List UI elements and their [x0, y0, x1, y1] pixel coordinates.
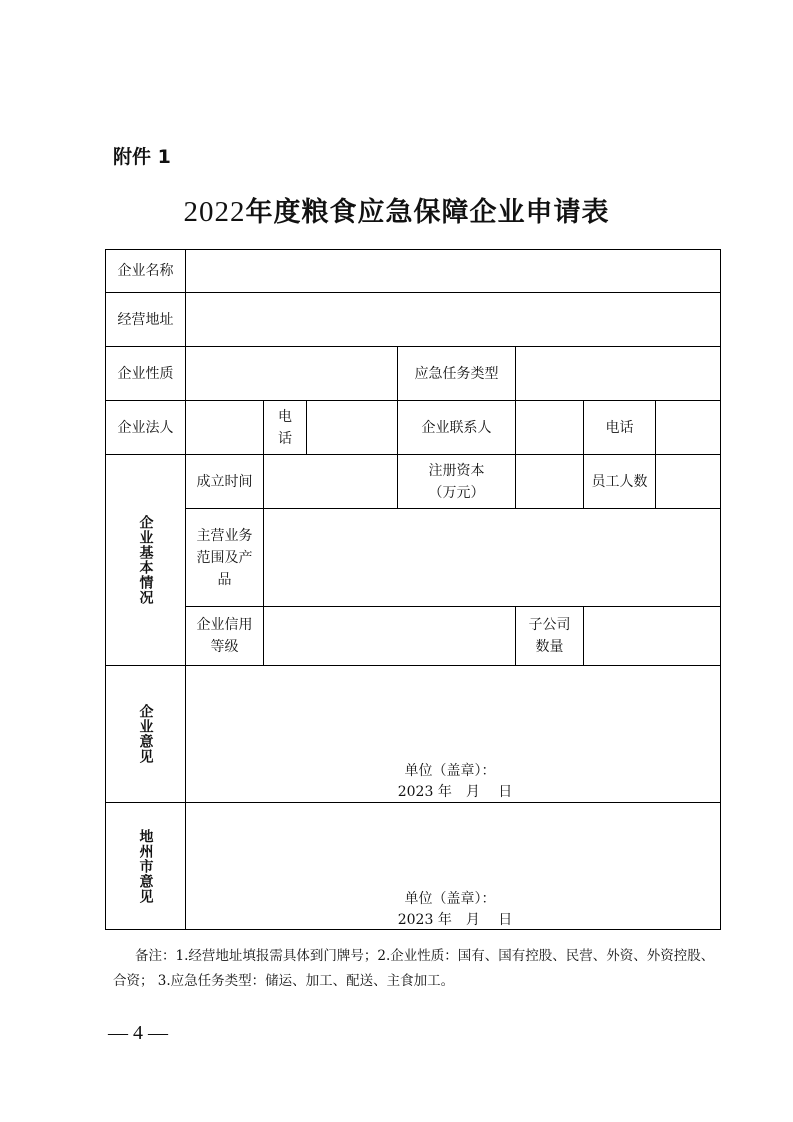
- subsidiaries-field[interactable]: [584, 607, 720, 665]
- subsidiaries-label: [516, 607, 583, 665]
- credit-field[interactable]: [264, 607, 515, 665]
- label-line: 主营业务: [196, 527, 253, 544]
- business-scope-label: [186, 509, 263, 606]
- contact-phone-label: 电话: [605, 419, 634, 436]
- page-number: — 4 —: [108, 1022, 168, 1044]
- label-line: 品: [217, 571, 232, 588]
- company-signature-unit: 单位（盖章）：: [404, 763, 496, 779]
- attachment-label: 附件 1: [113, 146, 171, 168]
- title-text: 年度粮食应急保障企业申请表: [245, 197, 610, 228]
- label-line: 企业信用: [196, 617, 253, 633]
- label-line: （万元）: [428, 484, 485, 501]
- label-line: 范围及产: [196, 549, 253, 566]
- label-line: 数量: [535, 639, 564, 655]
- address-label: 经营地址: [117, 311, 174, 328]
- employees-field[interactable]: [656, 455, 720, 508]
- company-opinion-label: 企业意见: [137, 704, 154, 764]
- employees-label: 员工人数: [591, 473, 648, 490]
- legal-rep-phone-label: [264, 401, 306, 454]
- nature-label: 企业性质: [117, 365, 174, 382]
- label-line: 话: [278, 430, 292, 447]
- title-year: 2022: [183, 196, 246, 228]
- form-border-right: [720, 249, 721, 930]
- city-opinion-label: 地州市意见: [137, 828, 154, 904]
- capital-field[interactable]: [516, 455, 583, 508]
- founded-field[interactable]: [264, 455, 397, 508]
- label-line: 注册资本: [428, 462, 485, 479]
- company-name-field[interactable]: [186, 250, 720, 292]
- form-border-bottom: [105, 929, 720, 930]
- founded-label: 成立时间: [196, 473, 253, 490]
- basic-info-label: 企业基本情况: [137, 515, 154, 605]
- label-line: 子公司: [528, 617, 571, 633]
- contact-field[interactable]: [516, 401, 583, 454]
- contact-label: 企业联系人: [421, 419, 492, 436]
- credit-label: [186, 607, 263, 665]
- address-field[interactable]: [186, 293, 720, 346]
- legal-rep-phone-field[interactable]: [307, 401, 397, 454]
- company-name-label: 企业名称: [117, 263, 174, 279]
- capital-label: [398, 455, 515, 508]
- contact-phone-field[interactable]: [656, 401, 720, 454]
- city-signature-date: 2023 年 月 日: [397, 912, 513, 928]
- label-line: 等级: [210, 639, 239, 655]
- task-type-field[interactable]: [516, 347, 720, 400]
- label-line: 电: [278, 408, 292, 425]
- task-type-label: 应急任务类型: [414, 365, 499, 382]
- legal-rep-label: 企业法人: [117, 419, 174, 436]
- business-scope-field[interactable]: [264, 509, 720, 606]
- legal-rep-field[interactable]: [186, 401, 263, 454]
- company-signature-date: 2023 年 月 日: [397, 784, 513, 800]
- nature-field[interactable]: [186, 347, 397, 400]
- footnote: 备注：1.经营地址填报需具体到门牌号；2.企业性质：国有、国有控股、民营、外资、外资控股、合资； 3.应急任务类型：储运、加工、配送、主食加工。: [113, 948, 715, 989]
- city-signature-unit: 单位（盖章）：: [404, 891, 496, 907]
